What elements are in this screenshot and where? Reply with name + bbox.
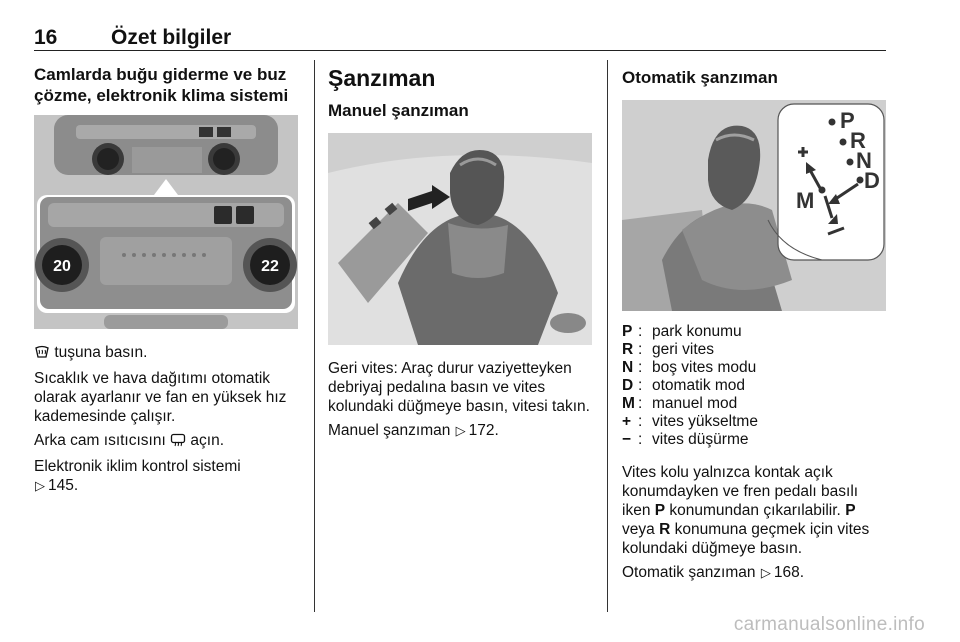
shift-lock-text-d: konumuna geçmek için vites kolundaki düğmeye basın. (622, 521, 870, 557)
legend-desc: vites düşürme (652, 431, 749, 448)
page-title: Özet bilgiler (111, 26, 232, 49)
rear-window-heater-icon (170, 433, 186, 452)
shift-lock-p2: P (845, 502, 856, 519)
climate-ref-text: Elektronik iklim kontrol sistemi (34, 458, 241, 475)
column-manual-transmission (328, 64, 596, 440)
gate-letter-p: P (840, 108, 855, 133)
climate-panel-illustration (34, 115, 298, 329)
automatic-ref-page: 168. (773, 564, 805, 581)
header-rule (34, 50, 886, 51)
panel-temp-right: 22 (261, 258, 279, 275)
page-ref-arrow-icon: ▷ (455, 423, 466, 438)
legend-desc: vites yükseltme (652, 413, 758, 430)
legend-row: + : vites yükseltme (622, 413, 758, 430)
page-ref-arrow-icon: ▷ (35, 478, 45, 493)
legend-key: R (622, 341, 634, 358)
defrost-text: tuşuna basın. (54, 344, 148, 361)
page-ref-arrow-icon: ▷ (760, 565, 771, 580)
defrost-icon (34, 345, 50, 364)
legend-key: + (622, 413, 632, 430)
watermark: carmanualsonline.info (733, 614, 925, 635)
legend-desc: otomatik mod (652, 377, 746, 394)
page-number: 16 (34, 26, 58, 49)
legend-key: M (622, 395, 635, 412)
shift-lock-para (622, 463, 887, 558)
page-header (34, 26, 886, 52)
rear-window-prefix: Arka cam ısıtıcısını (34, 432, 166, 449)
climate-ref-page: 145. (48, 477, 79, 494)
legend-key: P (622, 323, 633, 340)
automatic-shifter-illustration (622, 100, 886, 311)
gate-letter-d: D (864, 168, 880, 193)
reverse-gear-para: Geri vites: Araç durur vaziyetteyken debriyaj pedalına basın ve vites kolundaki düğmeye basın, vitesi takın. (328, 360, 590, 415)
rear-window-para (34, 431, 300, 452)
shift-lock-text-a: Vites kolu yalnızca kontak açık konumdayken ve fren pedalı basılı iken (622, 464, 859, 519)
shift-lock-text-b: konumundan çıkarılabilir. (669, 502, 841, 519)
legend-row: P : park konumu (622, 323, 742, 340)
legend-desc: manuel mod (652, 395, 738, 412)
defrost-instruction (34, 343, 300, 364)
subheading-manual: Manuel şanzıman (328, 101, 469, 120)
gear-legend (622, 323, 887, 449)
gate-letter-m: M (796, 188, 815, 213)
manual-ref-text: Manuel şanzıman (328, 422, 451, 439)
manual-ref-page: 172. (468, 422, 499, 439)
legend-row: R : geri vites (622, 341, 715, 358)
column-climate (34, 64, 300, 495)
legend-desc: boş vites modu (652, 359, 757, 376)
rear-window-suffix: açın. (190, 432, 225, 449)
manual-shifter-drawing (328, 133, 592, 345)
column-divider (314, 60, 315, 612)
climate-panel-drawing (34, 115, 298, 329)
manual-reference (328, 421, 596, 440)
manual-shifter-illustration (328, 133, 592, 345)
column-divider (607, 60, 608, 612)
gate-letter-n: N (856, 148, 872, 173)
column-automatic-transmission (622, 64, 887, 582)
legend-key: − (622, 431, 632, 448)
panel-temp-left: 20 (53, 258, 71, 275)
legend-desc: geri vites (652, 341, 715, 358)
automatic-shifter-drawing (622, 100, 886, 311)
climate-auto-para: Sıcaklık ve hava dağıtımı otomatik olarak ayarlanır ve fan en yüksek hız kademesinde çalışır. (34, 370, 287, 425)
shift-lock-text-c: veya (622, 521, 655, 538)
gate-letter-r: R (850, 128, 866, 153)
legend-row: M : manuel mod (622, 395, 738, 412)
legend-desc: park konumu (652, 323, 742, 340)
section-heading-transmission: Şanzıman (328, 65, 436, 91)
automatic-reference (622, 563, 887, 582)
legend-row: D : otomatik mod (622, 377, 746, 394)
shift-lock-p: P (654, 502, 666, 519)
legend-row: N : boş vites modu (622, 359, 757, 376)
climate-reference (34, 457, 300, 495)
legend-key: N (622, 359, 634, 376)
shift-lock-r: R (659, 521, 671, 538)
legend-key: D (622, 377, 634, 394)
section-heading-defrost: Camlarda buğu giderme ve buz çözme, elektronik klima sistemi (34, 65, 289, 105)
section-heading-automatic: Otomatik şanzıman (622, 68, 778, 87)
automatic-ref-text: Otomatik şanzıman (622, 564, 756, 581)
legend-row: − : vites düşürme (622, 431, 749, 448)
